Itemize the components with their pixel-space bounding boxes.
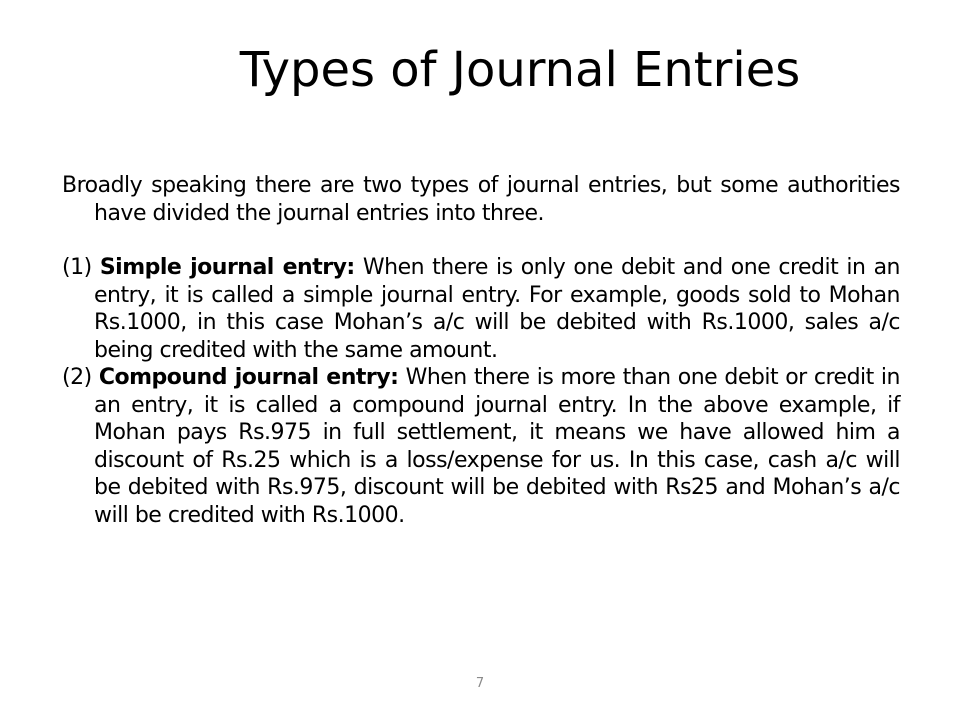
- slide-title: Types of Journal Entries: [239, 42, 801, 98]
- page-number: 7: [475, 676, 485, 691]
- item-term: Simple journal entry:: [99, 255, 355, 280]
- item-number: (1): [62, 255, 92, 280]
- item-term: Compound journal entry:: [98, 365, 399, 390]
- item-description: When there is only one debit and one credit in an entry, it is called a simple journal entry. For example, goods sold to Mohan Rs.1000, in this case Mohan’s a/c will be debited with Rs.1000, sales a/c being credited with the same amount.: [94, 255, 900, 363]
- item-number: (2): [62, 365, 92, 390]
- compound-entry-paragraph: [62, 364, 900, 529]
- simple-entry-paragraph: [62, 254, 900, 364]
- intro-paragraph: Broadly speaking there are two types of journal entries, but some authorities have divided the journal entries into three.: [62, 173, 900, 226]
- item-description: When there is more than one debit or credit in an entry, it is called a compound journal entry. In the above example, if Mohan pays Rs.975 in full settlement, it means we have allowed him a discount of Rs.25 which is a loss/expense for us. In this case, cash a/c will be debited with Rs.975, discount will be debited with Rs25 and Mohan’s a/c will be credited with Rs.1000.: [94, 365, 900, 528]
- slide-body: [62, 172, 900, 529]
